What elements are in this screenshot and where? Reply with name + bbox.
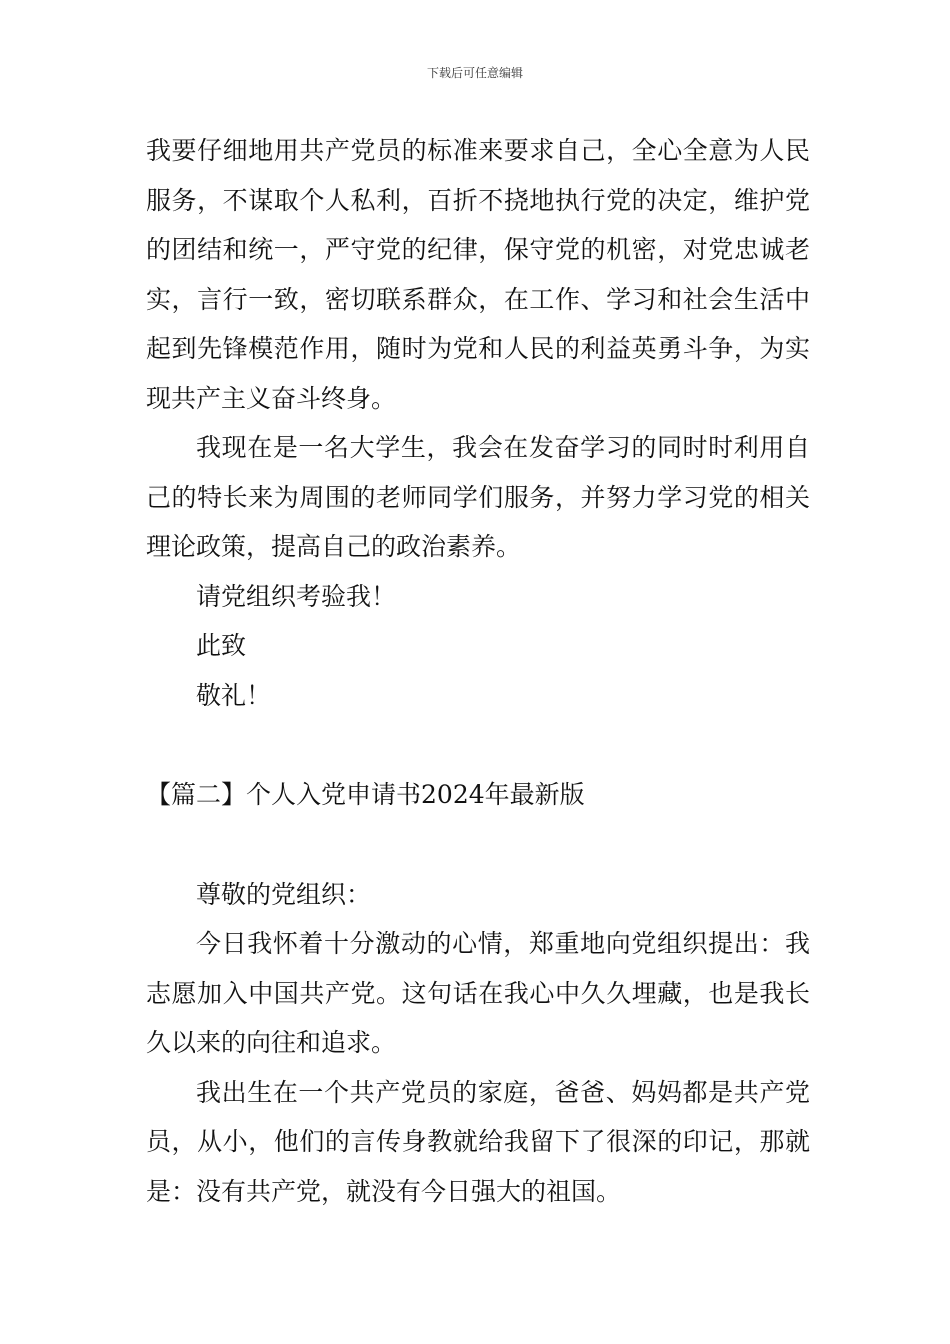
section-title: 【篇二】个人入党申请书2024年最新版 xyxy=(146,780,585,809)
closing-request: 请党组织考验我！ xyxy=(196,581,397,611)
body-paragraph: 我现在是一名大学生，我会在发奋学习的同时时利用自己的特长来为周围的老师同学们服务，并努力学习党的相关理论政策，提高自己的政治素养。 xyxy=(146,433,810,561)
page-header: 下载后可任意编辑 xyxy=(426,66,523,80)
body-paragraph: 我出生在一个共产党员的家庭，爸爸、妈妈都是共产党员，从小，他们的言传身教就给我留下了很深的印记，那就是：没有共产党，就没有今日强大的祖国。 xyxy=(146,1077,810,1206)
closing-jingli: 敬礼！ xyxy=(196,680,272,710)
salutation: 尊敬的党组织： xyxy=(196,879,372,909)
body-paragraph: 我要仔细地用共产党员的标准来要求自己，全心全意为人民服务，不谋取个人私利，百折不挠地执行党的决定，维护党的团结和统一，严守党的纪律，保守党的机密，对党忠诚老实，言行一致，密切联系群众，在工作、学习和社会生活中起到先锋模范作用，随时为党和人民的利益英勇斗争，为实现共产主义奋斗终身。 xyxy=(146,136,810,413)
body-paragraph: 今日我怀着十分激动的心情，郑重地向党组织提出：我志愿加入中国共产党。这句话在我心中久久埋藏，也是我长久以来的向往和追求。 xyxy=(146,929,810,1057)
document-body xyxy=(146,126,810,1216)
closing-cizhi: 此致 xyxy=(196,631,247,660)
